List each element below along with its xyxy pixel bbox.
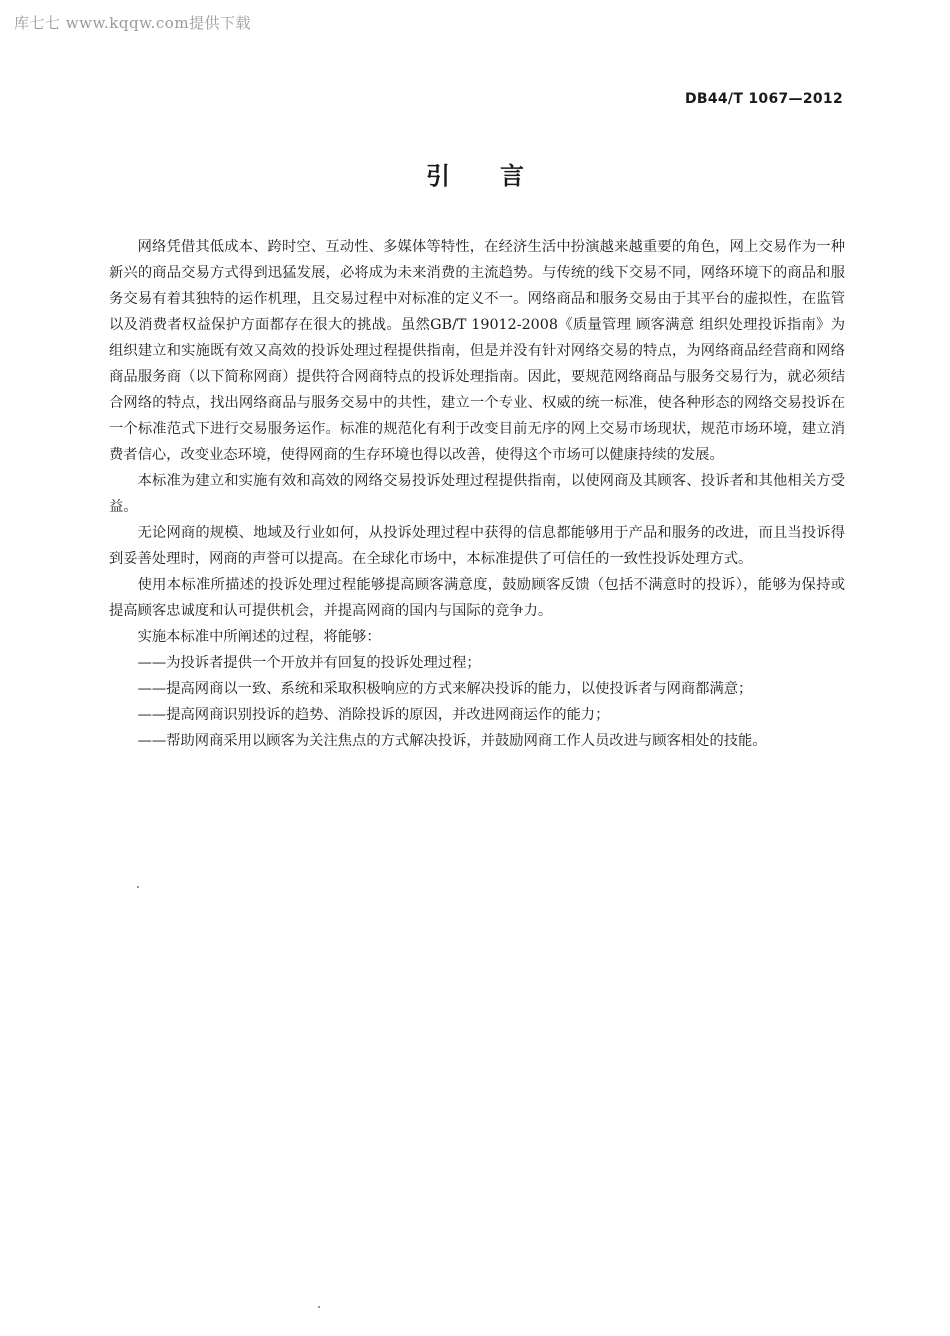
paragraph: 无论网商的规模、地域及行业如何，从投诉处理过程中获得的信息都能够用于产品和服务的改进，而且当投诉得到妥善处理时，网商的声誉可以提高。在全球化市场中，本标准提供了可信任的一致性投诉处理方式。: [109, 525, 845, 567]
standard-code: DB44/T 1067—2012: [684, 91, 843, 107]
list-item: ——帮助网商采用以顾客为关注焦点的方式解决投诉，并鼓励网商工作人员改进与顾客相处的技能。: [137, 733, 767, 749]
paragraph: 本标准为建立和实施有效和高效的网络交易投诉处理过程提供指南，以使网商及其顾客、投诉者和其他相关方受益。: [109, 473, 845, 515]
list-item: ——提高网商以一致、系统和采取积极响应的方式来解决投诉的能力，以使投诉者与网商都满意；: [137, 681, 753, 697]
watermark-text: 库七七 www.kqqw.com提供下载: [14, 14, 252, 32]
paragraph: 网络凭借其低成本、跨时空、互动性、多媒体等特性，在经济生活中扮演越来越重要的角色，网上交易作为一种新兴的商品交易方式得到迅猛发展，必将成为未来消费的主流趋势。与传统的线下交易不同，网络环境下的商品和服务交易有着其独特的运作机理，且交易过程中对标准的定义不一。网络商品和服务交易由于其平台的虚拟性，在监管以及消费者权益保护方面都存在很大的挑战。虽然GB/T 19012-2008《质量管理 顾客满意 组织处理投诉指南》为组织建立和实施既有效又高效的投诉处理过程提供指南，但是并没有针对网络交易的特点，为网络商品经营商和网络商品服务商（以下简称网商）提供符合网商特点的投诉处理指南。因此，要规范网络商品与服务交易行为，就必须结合网络的特点，找出网络商品与服务交易中的共性，建立一个专业、权威的统一标准，使各种形态的网络交易投诉在一个标准范式下进行交易服务运作。标准的规范化有利于改变目前无序的网上交易市场现状，规范市场环境，建立消费者信心，改变业态环境，使得网商的生存环境也得以改善，使得这个市场可以健康持续的发展。: [109, 239, 845, 463]
list-item: ——提高网商识别投诉的趋势、消除投诉的原因，并改进网商运作的能力；: [137, 707, 610, 723]
paragraph: 使用本标准所描述的投诉处理过程能够提高顾客满意度，鼓励顾客反馈（包括不满意时的投诉），能够为保持或提高顾客忠诚度和认可提供机会，并提高网商的国内与国际的竞争力。: [109, 577, 845, 619]
list-item: ——为投诉者提供一个开放并有回复的投诉处理过程；: [137, 655, 481, 671]
scan-speck: [318, 1306, 320, 1308]
page-title: 引言: [426, 162, 574, 190]
document-body: [109, 234, 845, 754]
paragraph: 实施本标准中所阐述的过程，将能够：: [137, 629, 381, 645]
scan-speck: [137, 886, 139, 888]
